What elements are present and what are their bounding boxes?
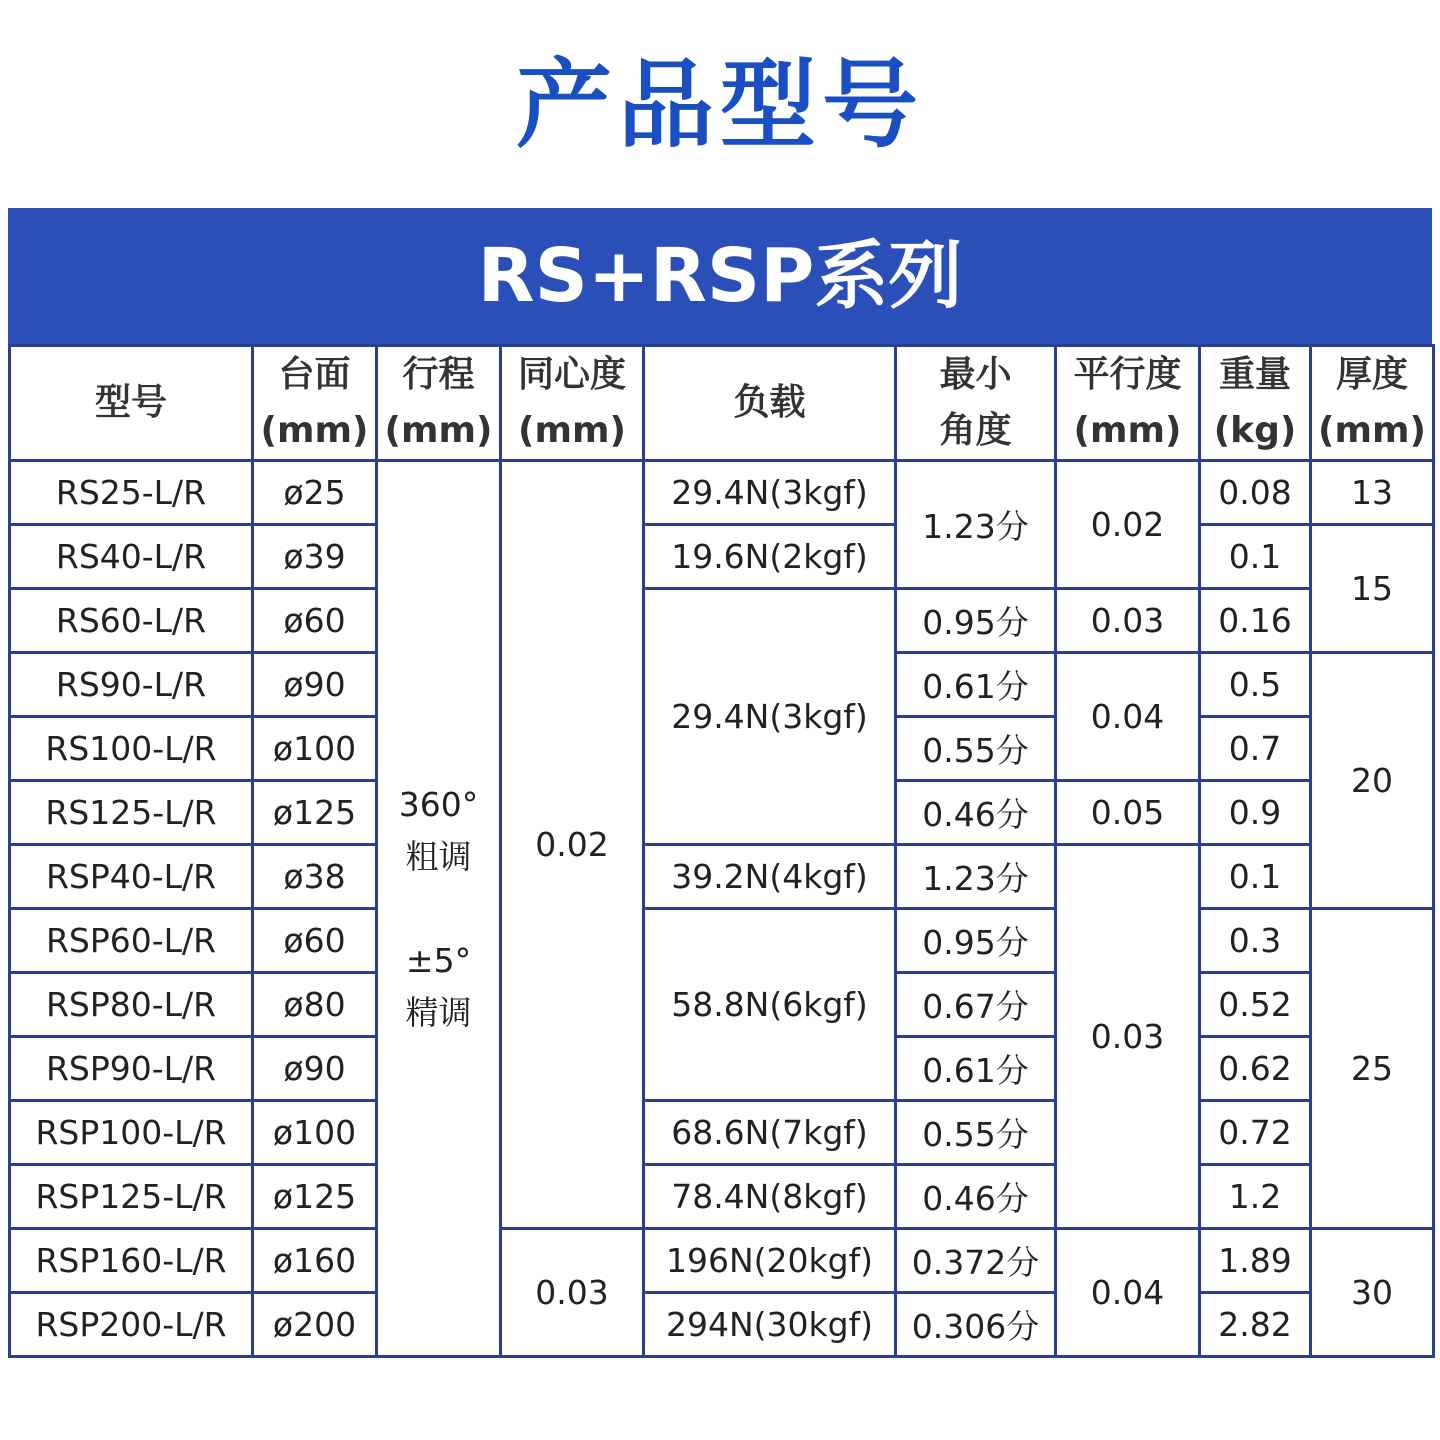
stroke-coarse-range: 360°: [398, 784, 479, 824]
model-cell: RSP90-L/R: [10, 1037, 253, 1101]
model-cell: RS100-L/R: [10, 717, 253, 781]
weight-cell: 0.62: [1200, 1037, 1311, 1101]
table-row: [10, 461, 1434, 525]
header-model: 型号: [10, 346, 253, 461]
min-angle-cell: 1.23分: [896, 845, 1056, 909]
header-stroke: 行程 (mm): [377, 346, 501, 461]
weight-cell: 0.7: [1200, 717, 1311, 781]
model-cell: RS90-L/R: [10, 653, 253, 717]
thickness-cell: 25: [1311, 909, 1434, 1229]
stroke-coarse-label: 粗调: [405, 836, 472, 876]
min-angle-cell: 1.23分: [896, 461, 1056, 589]
surface-cell: ø200: [253, 1293, 377, 1357]
concentricity-cell: 0.03: [501, 1229, 644, 1357]
model-cell: RS60-L/R: [10, 589, 253, 653]
header-min-angle: 最小 角度: [896, 346, 1056, 461]
thickness-cell: 20: [1311, 653, 1434, 909]
thickness-cell: 15: [1311, 525, 1434, 653]
surface-cell: ø90: [253, 1037, 377, 1101]
load-cell: 78.4N(8kgf): [644, 1165, 896, 1229]
min-angle-cell: 0.372分: [896, 1229, 1056, 1293]
table-row: [10, 845, 1434, 909]
header-parallelism: 平行度 (mm): [1056, 346, 1200, 461]
load-cell: 58.8N(6kgf): [644, 909, 896, 1101]
load-cell: 39.2N(4kgf): [644, 845, 896, 909]
parallelism-cell: 0.03: [1056, 589, 1200, 653]
load-cell: 294N(30kgf): [644, 1293, 896, 1357]
weight-cell: 0.16: [1200, 589, 1311, 653]
table-row: [10, 1101, 1434, 1165]
parallelism-cell: 0.05: [1056, 781, 1200, 845]
surface-cell: ø60: [253, 589, 377, 653]
surface-cell: ø60: [253, 909, 377, 973]
min-angle-cell: 0.55分: [896, 1101, 1056, 1165]
surface-cell: ø100: [253, 1101, 377, 1165]
model-cell: RS40-L/R: [10, 525, 253, 589]
load-cell: 29.4N(3kgf): [644, 461, 896, 525]
surface-cell: ø125: [253, 781, 377, 845]
min-angle-cell: 0.55分: [896, 717, 1056, 781]
weight-cell: 0.72: [1200, 1101, 1311, 1165]
surface-cell: ø100: [253, 717, 377, 781]
load-cell: 196N(20kgf): [644, 1229, 896, 1293]
parallelism-cell: 0.03: [1056, 845, 1200, 1229]
table-row: [10, 1229, 1434, 1293]
weight-cell: 0.1: [1200, 525, 1311, 589]
weight-cell: 1.2: [1200, 1165, 1311, 1229]
table-row: [10, 589, 1434, 653]
model-cell: RS125-L/R: [10, 781, 253, 845]
min-angle-cell: 0.61分: [896, 653, 1056, 717]
header-concentricity: 同心度 (mm): [501, 346, 644, 461]
header-load: 负载: [644, 346, 896, 461]
min-angle-cell: 0.67分: [896, 973, 1056, 1037]
surface-cell: ø25: [253, 461, 377, 525]
weight-cell: 0.08: [1200, 461, 1311, 525]
model-cell: RSP60-L/R: [10, 909, 253, 973]
series-banner: RS+RSP系列: [8, 208, 1432, 344]
spec-table: [8, 344, 1435, 1358]
stroke-fine-range: ±5°: [405, 940, 472, 980]
page-title: 产品型号: [516, 49, 924, 161]
model-cell: RSP40-L/R: [10, 845, 253, 909]
stroke-fine-label: 精调: [405, 992, 472, 1032]
min-angle-cell: 0.95分: [896, 589, 1056, 653]
min-angle-cell: 0.95分: [896, 909, 1056, 973]
min-angle-cell: 0.46分: [896, 1165, 1056, 1229]
parallelism-cell: 0.02: [1056, 461, 1200, 589]
load-cell: 29.4N(3kgf): [644, 589, 896, 845]
weight-cell: 0.52: [1200, 973, 1311, 1037]
surface-cell: ø39: [253, 525, 377, 589]
header-thickness: 厚度 (mm): [1311, 346, 1434, 461]
min-angle-cell: 0.46分: [896, 781, 1056, 845]
stroke-cell: [377, 461, 501, 1357]
header-table-surface: 台面 (mm): [253, 346, 377, 461]
weight-cell: 0.9: [1200, 781, 1311, 845]
load-cell: 19.6N(2kgf): [644, 525, 896, 589]
weight-cell: 2.82: [1200, 1293, 1311, 1357]
surface-cell: ø38: [253, 845, 377, 909]
surface-cell: ø160: [253, 1229, 377, 1293]
header-weight: 重量 (kg): [1200, 346, 1311, 461]
weight-cell: 0.3: [1200, 909, 1311, 973]
model-cell: RS25-L/R: [10, 461, 253, 525]
min-angle-cell: 0.61分: [896, 1037, 1056, 1101]
model-cell: RSP160-L/R: [10, 1229, 253, 1293]
table-row: [10, 909, 1434, 973]
load-cell: 68.6N(7kgf): [644, 1101, 896, 1165]
min-angle-cell: 0.306分: [896, 1293, 1056, 1357]
thickness-cell: 13: [1311, 461, 1434, 525]
concentricity-cell: 0.02: [501, 461, 644, 1229]
table-row: [10, 525, 1434, 589]
table-row: [10, 1293, 1434, 1357]
thickness-cell: 30: [1311, 1229, 1434, 1357]
table-row: [10, 1165, 1434, 1229]
model-cell: RSP80-L/R: [10, 973, 253, 1037]
surface-cell: ø125: [253, 1165, 377, 1229]
weight-cell: 1.89: [1200, 1229, 1311, 1293]
weight-cell: 0.5: [1200, 653, 1311, 717]
model-cell: RSP200-L/R: [10, 1293, 253, 1357]
model-cell: RSP125-L/R: [10, 1165, 253, 1229]
header-row: [10, 346, 1434, 461]
model-cell: RSP100-L/R: [10, 1101, 253, 1165]
weight-cell: 0.1: [1200, 845, 1311, 909]
surface-cell: ø90: [253, 653, 377, 717]
parallelism-cell: 0.04: [1056, 653, 1200, 781]
parallelism-cell: 0.04: [1056, 1229, 1200, 1357]
surface-cell: ø80: [253, 973, 377, 1037]
